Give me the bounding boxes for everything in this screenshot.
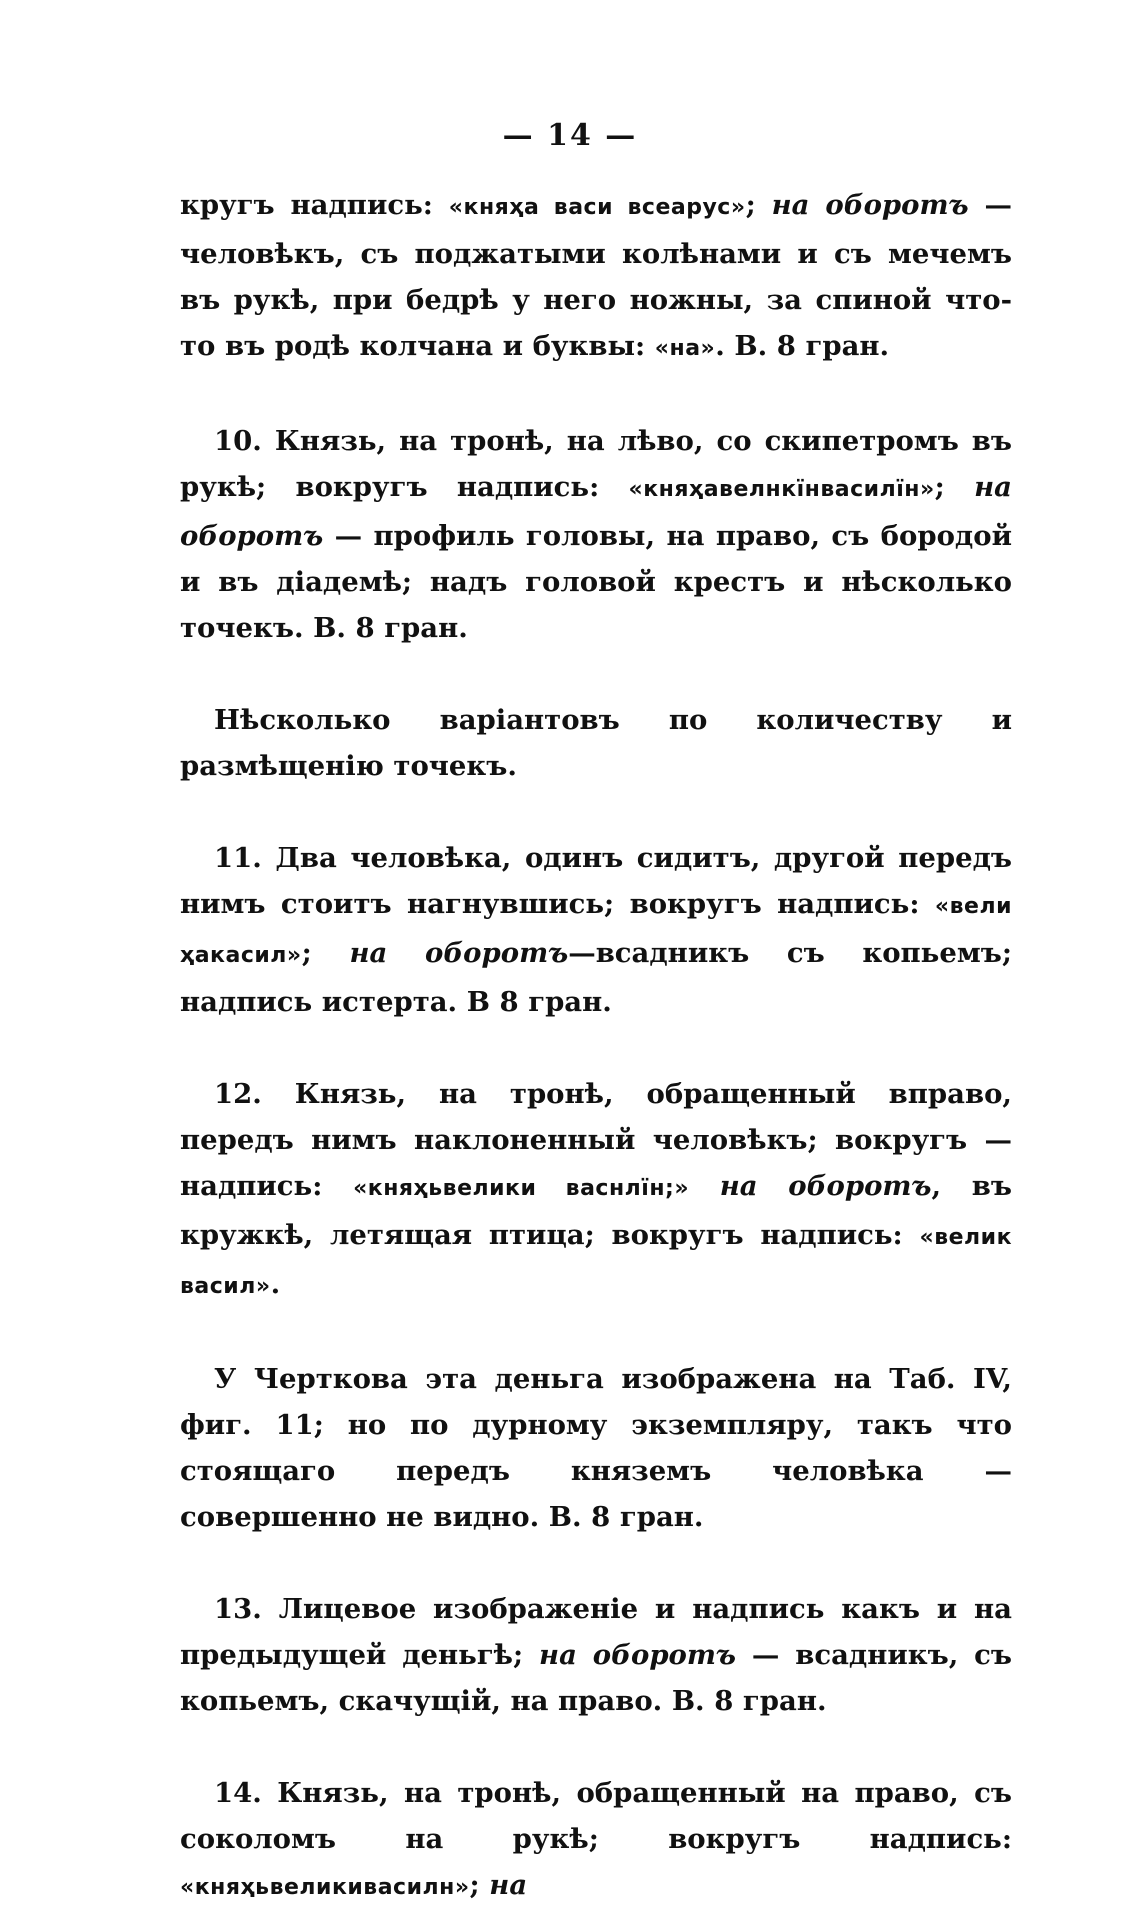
text-run: . — [270, 1268, 281, 1300]
text-run: 14. Князь, на тронѣ, обращенный на право, съ соколомъ на рукѣ; вокругъ надпись: — [180, 1777, 1012, 1855]
italic-term: на — [489, 1869, 528, 1901]
page-number: — 14 — — [502, 118, 638, 153]
text-run: ; — [469, 1869, 490, 1901]
slavonic-inscription: «княҳьвелики васнлїн;» — [353, 1176, 690, 1201]
slavonic-inscription: «на» — [654, 336, 716, 361]
paragraph-note-12 — [180, 1356, 1012, 1540]
text-run: . В. 8 гран. — [715, 330, 890, 362]
text-run: 10. Князь, на тронѣ, на лѣво, со скипетромъ въ рукѣ; вокругъ надпись: — [180, 425, 1012, 503]
paragraph-item-12 — [180, 1071, 1012, 1310]
slavonic-inscription: «вели ҳакасил» — [180, 894, 1012, 968]
text-run: Нѣсколько варіантовъ по количеству и размѣщенію точекъ. — [180, 704, 1012, 782]
text-run: 12. Князь, на тронѣ, обращенный вправо, передъ нимъ наклоненный человѣкъ; вокругъ — надпись: — [180, 1078, 1012, 1202]
slavonic-inscription: «княҳа васи всеарус» — [448, 195, 746, 220]
italic-term: на оборотъ — [349, 937, 569, 969]
text-run: кругъ надпись: — [180, 189, 449, 221]
text-run: 13. Лицевое изображеніе и надпись какъ и на предыдущей деньгѣ; — [180, 1593, 1012, 1671]
text-run: У Черткова эта деньга изображена на Таб. IV, фиг. 11; но по дурному экземпляру, такъ что стоящаго передъ княземъ человѣка — совершенно не видно. В. 8 гран. — [180, 1363, 1012, 1533]
italic-term: на оборотъ — [719, 1170, 932, 1202]
text-run: — всадникъ, съ копьемъ, скачущій, на право. В. 8 гран. — [180, 1639, 1012, 1717]
paragraph-item-13 — [180, 1586, 1012, 1724]
paragraph-continuation — [180, 182, 1012, 372]
text-run: 11. Два человѣка, одинъ сидитъ, другой передъ нимъ стоитъ нагнувшись; вокругъ надпись: — [180, 842, 1012, 920]
slavonic-inscription: «княҳьвеликивасилн» — [180, 1875, 470, 1900]
text-run: , въ кружкѣ, летящая птица; вокругъ надпись: — [180, 1170, 1012, 1251]
text-run: —всадникъ съ копьемъ; надпись истерта. В 8 гран. — [180, 937, 1012, 1018]
paragraph-item-14 — [180, 1770, 1012, 1911]
italic-term: на оборотъ — [771, 189, 969, 221]
paragraph-item-10 — [180, 418, 1012, 651]
text-run: ; — [934, 471, 975, 503]
paragraph-note-10 — [180, 697, 1012, 789]
text-run: ; — [745, 189, 772, 221]
text-run: ; — [301, 937, 350, 969]
italic-term: на оборотъ — [180, 471, 1012, 552]
slavonic-inscription: «велик васил» — [180, 1225, 1012, 1299]
text-run: — человѣкъ, съ поджатыми колѣнами и съ мечемъ въ рукѣ, при бедрѣ у него ножны, за спиной что-то въ родѣ колчана и буквы: — [180, 189, 1012, 362]
paragraph-item-11 — [180, 835, 1012, 1025]
text-run — [689, 1170, 720, 1202]
italic-term: на оборотъ — [539, 1639, 736, 1671]
slavonic-inscription: «княҳавелнкїнвасилїн» — [628, 477, 935, 502]
page-body — [180, 182, 1012, 1911]
text-run: — профиль головы, на право, съ бородой и въ діадемѣ; надъ головой крестъ и нѣсколько точекъ. В. 8 гран. — [180, 520, 1012, 644]
